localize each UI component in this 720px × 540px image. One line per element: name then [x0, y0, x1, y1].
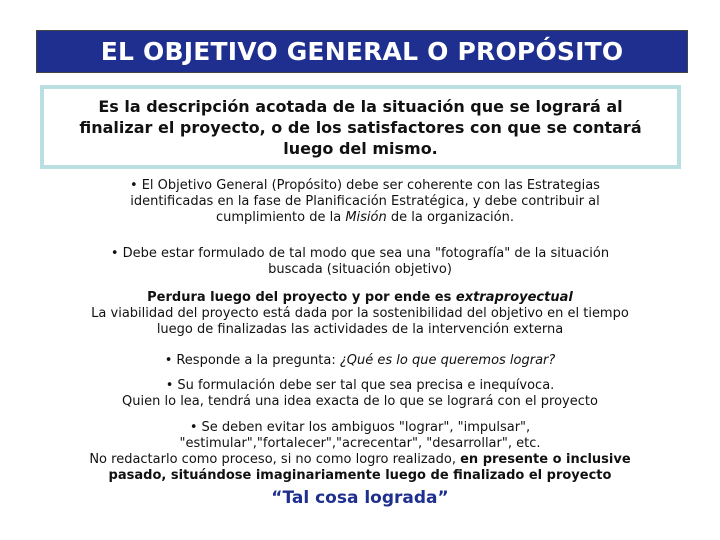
bullet-icon: •	[110, 246, 119, 261]
bullet-icon: •	[130, 178, 138, 193]
bullet-icon: •	[164, 353, 173, 368]
bullet-evitar	[0, 420, 720, 484]
extraproyectual-section	[0, 290, 720, 338]
bullet5-line4: pasado, situándose imaginariamente luego de finalizado el proyecto	[108, 468, 612, 483]
bullet5-line1: Se deben evitar los ambiguos "lograr", "impulsar",	[201, 420, 531, 435]
bullet3-pre: Responde a la pregunta:	[176, 353, 340, 368]
bullet1-line2: identificadas en la fase de Planificación Estratégica, y debe contribuir al	[130, 194, 600, 209]
bullet-icon: •	[165, 378, 174, 393]
title-banner	[36, 30, 688, 73]
bullet5-line3-pre: No redactarlo como proceso, si no como logro realizado,	[89, 452, 461, 467]
extra-line1: La viabilidad del proyecto está dada por la sostenibilidad del objetivo en el tiempo	[91, 306, 629, 321]
closing-phrase: “Tal cosa lograda”	[271, 488, 449, 508]
bullet-coherence	[105, 178, 625, 226]
bullet3-question: ¿Qué es lo que queremos lograr?	[339, 353, 556, 368]
page-title: EL OBJETIVO GENERAL O PROPÓSITO	[100, 37, 624, 66]
bullet2-line1: Debe estar formulado de tal modo que sea una "fotografía" de la situación	[122, 246, 610, 261]
bullet2-line2: buscada (situación objetivo)	[268, 262, 452, 277]
extra-line2: luego de finalizadas las actividades de la intervención externa	[156, 322, 564, 337]
bullet1-line1: El Objetivo General (Propósito) debe ser coherente con las Estrategias	[141, 178, 600, 193]
bullet4-line2: Quien lo lea, tendrá una idea exacta de lo que se logrará con el proyecto	[122, 394, 598, 409]
bullet-icon: •	[189, 420, 198, 435]
bullet5-line2: "estimular","fortalecer","acrecentar", "desarrollar", etc.	[179, 436, 541, 451]
extra-heading-italic: extraproyectual	[455, 290, 573, 305]
bullet-formulacion	[0, 378, 720, 410]
bullet-fotografia	[80, 246, 640, 278]
bullet1-line3-post: de la organización.	[386, 210, 514, 225]
bullet5-line3-bold: en presente o inclusive	[460, 452, 631, 467]
definition-box	[40, 85, 681, 169]
bullet1-line3-pre: cumplimiento de la	[216, 210, 346, 225]
bullet4-line1: Su formulación debe ser tal que sea precisa e inequívoca.	[177, 378, 555, 393]
bullet-pregunta	[0, 353, 720, 369]
bullet1-mision: Misión	[345, 210, 387, 225]
extra-heading: Perdura luego del proyecto y por ende es	[147, 290, 456, 305]
definition-text: Es la descripción acotada de la situación que se logrará al finalizar el proyecto, o de los satisfactores con que se contará luego del mismo.	[79, 96, 642, 158]
